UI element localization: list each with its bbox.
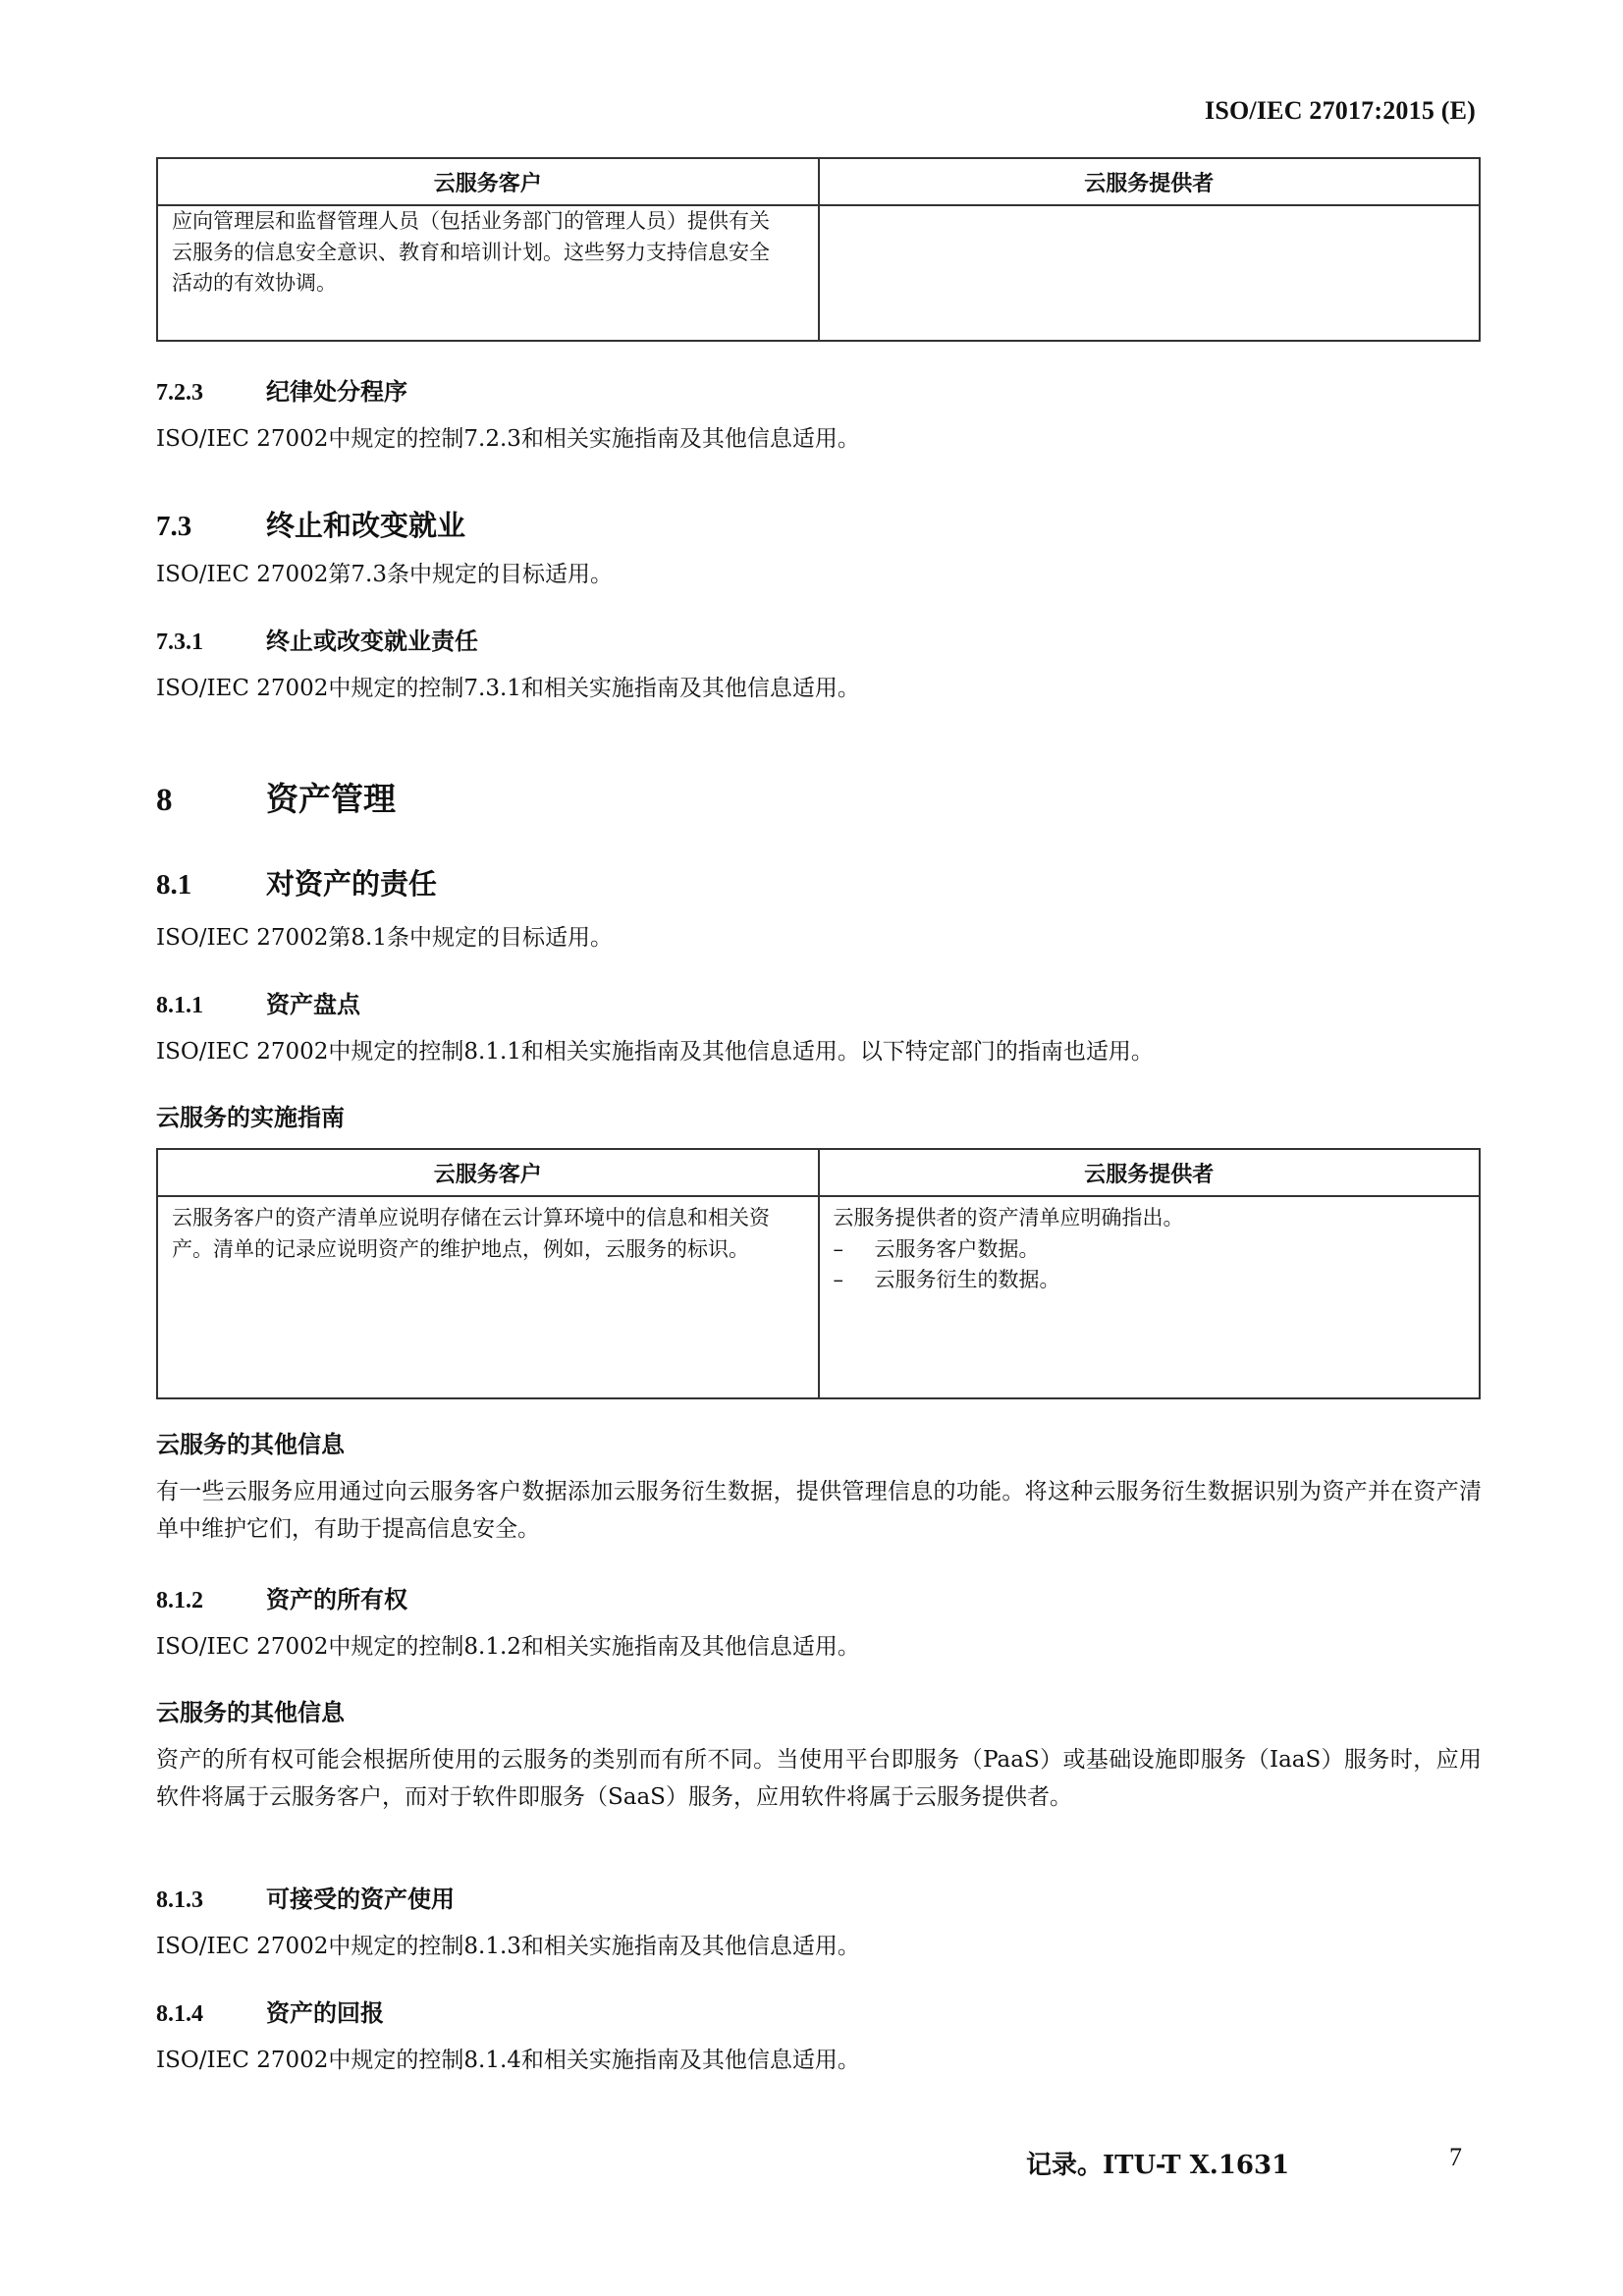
- section-title: 资产盘点: [266, 990, 360, 1018]
- paragraph-8-1-3: ISO/IEC 27002中规定的控制8.1.3和相关实施指南及其他信息适用。: [156, 1934, 860, 1959]
- section-title: 资产的所有权: [266, 1585, 407, 1613]
- list-item-text: 云服务客户数据。: [874, 1236, 1040, 1261]
- section-number: 7.3.1: [156, 629, 203, 655]
- chapter-title: 资产管理: [266, 780, 396, 818]
- dash-bullet: –: [833, 1268, 843, 1291]
- implementation-guidance-label: 云服务的实施指南: [156, 1103, 345, 1131]
- section-number: 8.1.1: [156, 993, 203, 1018]
- paragraph-8-1-1: ISO/IEC 27002中规定的控制8.1.1和相关实施指南及其他信息适用。以下特定部门的指南也适用。: [156, 1039, 1154, 1065]
- footer-recommendation: 记录。ITU-T X.1631: [1026, 2151, 1290, 2180]
- section-heading-7-3-1: [156, 622, 478, 656]
- section-heading-8-1-1: [156, 985, 360, 1019]
- section-heading-8-1-4: [156, 1994, 384, 2028]
- section-heading-8-1-3: [156, 1880, 455, 1914]
- paragraph-7-2-3: ISO/IEC 27002中规定的控制7.2.3和相关实施指南及其他信息适用。: [156, 426, 860, 452]
- page-number: 7: [1449, 2143, 1462, 2171]
- section-title: 纪律处分程序: [266, 377, 407, 406]
- list-item: [834, 1265, 1466, 1296]
- section-number: 7.2.3: [156, 380, 203, 406]
- table-header-row: [157, 158, 1480, 205]
- section-number: 8.1: [156, 869, 192, 901]
- paragraph-7-3: ISO/IEC 27002第7.3条中规定的目标适用。: [156, 562, 613, 587]
- other-information-label: 云服务的其他信息: [156, 1430, 345, 1458]
- section-number: 8.1.3: [156, 1887, 203, 1913]
- col-cloud-customer: 云服务客户: [157, 158, 819, 205]
- col-cloud-provider: 云服务提供者: [819, 1149, 1481, 1196]
- paragraph-8-1-2: ISO/IEC 27002中规定的控制8.1.2和相关实施指南及其他信息适用。: [156, 1634, 860, 1660]
- col-cloud-provider: 云服务提供者: [819, 158, 1481, 205]
- section-number: 8.1.4: [156, 2001, 203, 2027]
- paragraph-other-info-8-1-1: 有一些云服务应用通过向云服务客户数据添加云服务衍生数据，提供管理信息的功能。将这种云服务衍生数据识别为资产并在资产清单中维护它们，有助于提高信息安全。: [156, 1479, 1482, 1542]
- chapter-heading-8: [156, 774, 396, 820]
- list-item: [834, 1234, 1466, 1266]
- section-title: 对资产的责任: [266, 867, 438, 901]
- section-heading-8-1: [156, 862, 437, 902]
- asset-inventory-table: [156, 1148, 1481, 1399]
- section-title: 终止或改变就业责任: [266, 627, 478, 655]
- section-heading-7-2-3: [156, 372, 407, 407]
- document-code: ISO/IEC 27017:2015 (E): [1205, 96, 1476, 125]
- table-header-row: [157, 1149, 1480, 1196]
- dash-bullet: –: [833, 1236, 843, 1261]
- list-item-text: 云服务衍生的数据。: [874, 1268, 1060, 1291]
- chapter-number: 8: [156, 783, 173, 818]
- section-heading-8-1-2: [156, 1580, 407, 1614]
- section-title: 资产的回报: [266, 1998, 384, 2027]
- table-row: [157, 1196, 1480, 1398]
- cell-customer: 应向管理层和监督管理人员（包括业务部门的管理人员）提供有关云服务的信息安全意识、教育和培训计划。这些努力支持信息安全活动的有效协调。: [157, 205, 819, 341]
- section-title: 可接受的资产使用: [266, 1885, 455, 1913]
- section-title: 终止和改变就业: [266, 509, 466, 542]
- table-row: [157, 205, 1480, 341]
- other-information-label: 云服务的其他信息: [156, 1698, 345, 1726]
- provider-intro: 云服务提供者的资产清单应明确指出。: [833, 1206, 1184, 1230]
- section-number: 8.1.2: [156, 1588, 203, 1613]
- paragraph-other-info-8-1-2: 资产的所有权可能会根据所使用的云服务的类别而有所不同。当使用平台即服务（PaaS）或基础设施即服务（IaaS）服务时，应用软件将属于云服务客户，而对于软件即服务（SaaS）服务，应用软件将属于云服务提供者。: [156, 1747, 1482, 1810]
- section-heading-7-3: [156, 504, 465, 544]
- responsibility-table-top: [156, 157, 1481, 342]
- cell-provider: [819, 1196, 1481, 1398]
- paragraph-7-3-1: ISO/IEC 27002中规定的控制7.3.1和相关实施指南及其他信息适用。: [156, 676, 860, 701]
- section-number: 7.3: [156, 511, 192, 542]
- cell-provider: [819, 205, 1481, 341]
- cell-customer: 云服务客户的资产清单应说明存储在云计算环境中的信息和相关资产。清单的记录应说明资产的维护地点，例如，云服务的标识。: [157, 1196, 819, 1398]
- paragraph-8-1: ISO/IEC 27002第8.1条中规定的目标适用。: [156, 925, 613, 951]
- paragraph-8-1-4: ISO/IEC 27002中规定的控制8.1.4和相关实施指南及其他信息适用。: [156, 2048, 860, 2073]
- table-top-wrapper: [156, 157, 1482, 342]
- col-cloud-customer: 云服务客户: [157, 1149, 819, 1196]
- table-8-1-1-wrapper: [156, 1148, 1482, 1399]
